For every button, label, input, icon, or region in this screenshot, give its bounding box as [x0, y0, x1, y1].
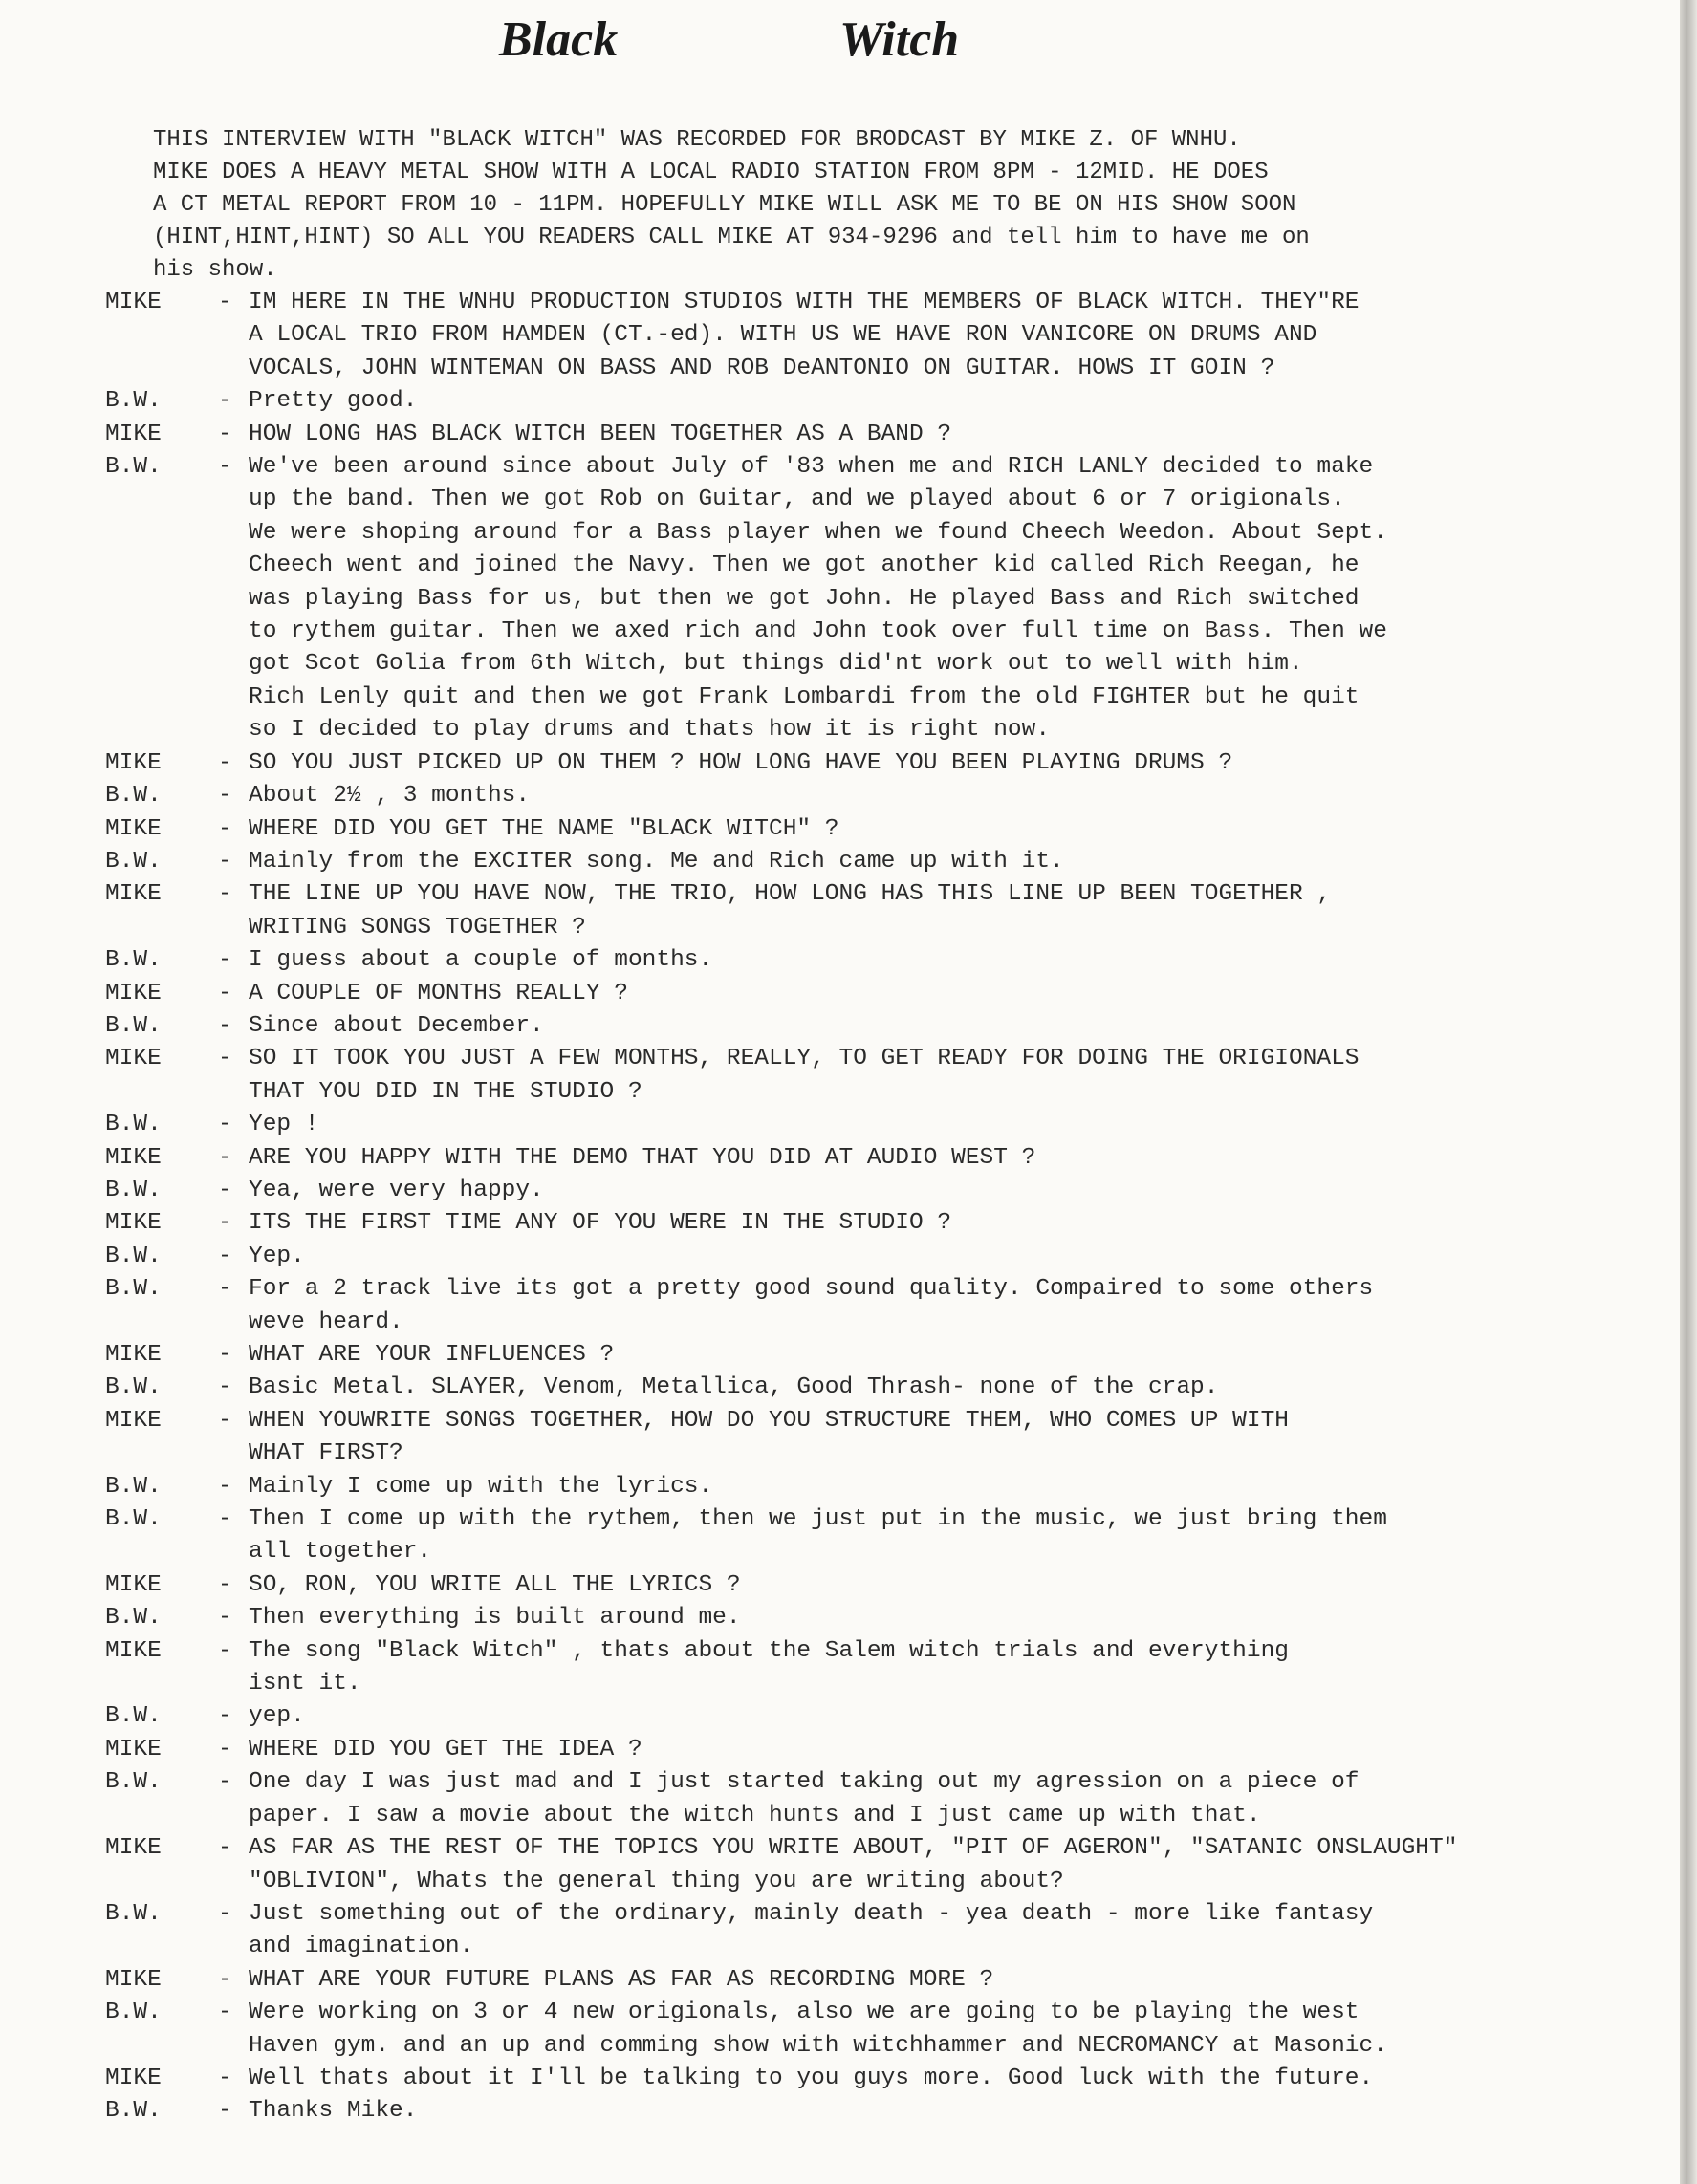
speaker-separator: - [218, 848, 232, 875]
speaker-label: B.W. [105, 1243, 162, 1269]
transcript-line [105, 287, 1597, 385]
speaker-separator: - [218, 1012, 232, 1039]
speaker-label: B.W. [105, 388, 162, 415]
speaker-label: B.W. [105, 848, 162, 875]
speaker-separator: - [218, 1276, 232, 1303]
speaker-separator: - [218, 2065, 232, 2091]
speaker-separator: - [218, 1900, 232, 1927]
speaker-label: B.W. [105, 2098, 162, 2125]
transcript-line [105, 1898, 1597, 1964]
transcript-line [105, 385, 1597, 418]
line-text: I guess about a couple of months. [249, 947, 713, 974]
transcript-line [105, 419, 1597, 451]
speaker-label: MIKE [105, 290, 162, 315]
line-text: Mainly from the EXCITER song. Me and Rich came up with it. [249, 848, 1064, 875]
speaker-label: MIKE [105, 421, 162, 447]
line-text: SO, RON, YOU WRITE ALL THE LYRICS ? [249, 1571, 741, 1598]
line-text: WHEN YOUWRITE SONGS TOGETHER, HOW DO YOU STRUCTURE THEM, WHO COMES UP WITH WHAT FIRST? [249, 1407, 1289, 1467]
speaker-label: MIKE [105, 1046, 162, 1072]
transcript-line [105, 846, 1597, 878]
speaker-label: MIKE [105, 2065, 162, 2091]
line-text: Yea, were very happy. [249, 1177, 544, 1203]
speaker-label: B.W. [105, 1703, 162, 1730]
speaker-separator: - [218, 1736, 232, 1762]
speaker-label: B.W. [105, 947, 162, 974]
interview-transcript [105, 287, 1597, 2129]
line-text: About 2½ , 3 months. [249, 783, 531, 810]
speaker-separator: - [218, 1243, 232, 1269]
speaker-separator: - [218, 290, 232, 315]
line-text: Then everything is built around me. [249, 1605, 741, 1632]
speaker-separator: - [218, 1605, 232, 1632]
speaker-label: MIKE [105, 749, 162, 776]
transcript-line [105, 2095, 1597, 2128]
transcript-line [105, 878, 1597, 944]
transcript-line [105, 1142, 1597, 1175]
speaker-label: B.W. [105, 1506, 162, 1533]
line-text: Pretty good. [249, 388, 418, 415]
line-text: WHERE DID YOU GET THE NAME "BLACK WITCH" ? [249, 815, 839, 842]
speaker-label: B.W. [105, 1900, 162, 1927]
transcript-line [105, 978, 1597, 1010]
speaker-separator: - [218, 2098, 232, 2125]
speaker-separator: - [218, 1637, 232, 1664]
speaker-separator: - [218, 749, 232, 776]
line-text: AS FAR AS THE REST OF THE TOPICS YOU WRITE ABOUT, "PIT OF AGERON", "SATANIC ONSLAUGHT" "OBLIVION", Whats the general thing you are writing about? [249, 1835, 1458, 1894]
transcript-line [105, 1010, 1597, 1043]
transcript-line [105, 1109, 1597, 1141]
transcript-line [105, 1569, 1597, 1602]
line-text: Since about December. [249, 1012, 544, 1039]
speaker-label: MIKE [105, 1966, 162, 1993]
line-text: We've been around since about July of '83 when me and RICH LANLY decided to make up the band. Then we got Rob on Guitar, and we played about 6 or 7 origionals. We were shoping around for a Bass player when we found Cheech Weedon. About Sept. Cheech went and joined the Navy. Then we got another kid called Rich Reegan, he was playing Bass for us, but then we got John. He played Bass and Rich switched to rythem guitar. Then we axed rich and John took over full time on Bass. Then we got Scot Golia from 6th Witch, but things did'nt work out to well with him. Rich Lenly quit and then we got Frank Lombardi from the old FIGHTER but he quit so I decided to play drums and thats how it is right now. [249, 454, 1387, 744]
transcript-line [105, 1339, 1597, 1372]
speaker-separator: - [218, 2000, 232, 2026]
speaker-label: B.W. [105, 1605, 162, 1632]
speaker-separator: - [218, 947, 232, 974]
line-text: The song "Black Witch" , thats about the Salem witch trials and everything isnt it. [249, 1637, 1289, 1697]
transcript-line [105, 1207, 1597, 1240]
line-text: One day I was just mad and I just started taking out my agression on a piece of paper. I saw a movie about the witch hunts and I just came up with that. [249, 1769, 1360, 1828]
speaker-label: B.W. [105, 783, 162, 810]
transcript-line [105, 1503, 1597, 1569]
transcript-line [105, 1405, 1597, 1471]
transcript-line [105, 1241, 1597, 1273]
speaker-separator: - [218, 1506, 232, 1533]
line-text: Were working on 3 or 4 new origionals, also we are going to be playing the west Haven gym. and an up and comming show with witchhammer and NECROMANCY at Masonic. [249, 2000, 1387, 2059]
transcript-line [105, 1602, 1597, 1634]
transcript-line [105, 1832, 1597, 1898]
transcript-line [105, 1043, 1597, 1109]
page-title [0, 8, 1697, 75]
transcript-line [105, 1997, 1597, 2063]
speaker-separator: - [218, 421, 232, 447]
speaker-separator: - [218, 1342, 232, 1368]
line-text: yep. [249, 1703, 305, 1730]
speaker-separator: - [218, 1144, 232, 1171]
speaker-separator: - [218, 1210, 232, 1237]
title-word-black: Black [499, 12, 619, 67]
transcript-line [105, 1766, 1597, 1832]
speaker-label: B.W. [105, 1012, 162, 1039]
speaker-separator: - [218, 1046, 232, 1072]
line-text: Yep. [249, 1243, 305, 1269]
speaker-label: B.W. [105, 1112, 162, 1138]
speaker-separator: - [218, 388, 232, 415]
speaker-label: B.W. [105, 1769, 162, 1796]
title-word-witch: Witch [839, 12, 960, 67]
transcript-line [105, 1635, 1597, 1701]
transcript-line [105, 451, 1597, 747]
line-text: WHAT ARE YOUR FUTURE PLANS AS FAR AS RECORDING MORE ? [249, 1966, 994, 1993]
line-text: Mainly I come up with the lyrics. [249, 1473, 713, 1500]
speaker-label: MIKE [105, 1210, 162, 1237]
line-text: Then I come up with the rythem, then we just put in the music, we just bring them all together. [249, 1506, 1387, 1566]
line-text: IM HERE IN THE WNHU PRODUCTION STUDIOS WITH THE MEMBERS OF BLACK WITCH. THEY"RE A LOCAL TRIO FROM HAMDEN (CT.-ed). WITH US WE HAVE RON VANICORE ON DRUMS AND VOCALS, JOHN WINTEMAN ON BASS AND ROB DeANTONIO ON GUITAR. HOWS IT GOIN ? [249, 290, 1360, 381]
speaker-label: MIKE [105, 1637, 162, 1664]
speaker-label: MIKE [105, 1342, 162, 1368]
transcript-line [105, 1700, 1597, 1733]
transcript-line [105, 780, 1597, 812]
speaker-label: B.W. [105, 2000, 162, 2026]
speaker-separator: - [218, 1177, 232, 1203]
line-text: SO YOU JUST PICKED UP ON THEM ? HOW LONG HAVE YOU BEEN PLAYING DRUMS ? [249, 749, 1233, 776]
page-edge [1680, 0, 1697, 2184]
speaker-label: MIKE [105, 881, 162, 908]
transcript-line [105, 1175, 1597, 1207]
transcript-line [105, 747, 1597, 780]
speaker-separator: - [218, 1407, 232, 1434]
transcript-line [105, 944, 1597, 977]
speaker-label: MIKE [105, 1144, 162, 1171]
speaker-separator: - [218, 815, 232, 842]
speaker-label: MIKE [105, 1571, 162, 1598]
transcript-line [105, 1964, 1597, 1997]
speaker-label: MIKE [105, 1835, 162, 1862]
speaker-label: B.W. [105, 1276, 162, 1303]
line-text: A COUPLE OF MONTHS REALLY ? [249, 980, 628, 1006]
line-text: Thanks Mike. [249, 2098, 418, 2125]
speaker-separator: - [218, 1571, 232, 1598]
speaker-label: MIKE [105, 815, 162, 842]
speaker-separator: - [218, 881, 232, 908]
transcript-line [105, 1734, 1597, 1766]
line-text: HOW LONG HAS BLACK WITCH BEEN TOGETHER AS A BAND ? [249, 421, 952, 447]
line-text: Well thats about it I'll be talking to you guys more. Good luck with the future. [249, 2065, 1374, 2091]
line-text: ITS THE FIRST TIME ANY OF YOU WERE IN THE STUDIO ? [249, 1210, 952, 1237]
line-text: ARE YOU HAPPY WITH THE DEMO THAT YOU DID AT AUDIO WEST ? [249, 1144, 1036, 1171]
line-text: Just something out of the ordinary, mainly death - yea death - more like fantasy and imagination. [249, 1900, 1374, 1960]
speaker-label: MIKE [105, 1736, 162, 1762]
speaker-separator: - [218, 783, 232, 810]
speaker-label: B.W. [105, 1177, 162, 1203]
speaker-separator: - [218, 1703, 232, 1730]
line-text: THE LINE UP YOU HAVE NOW, THE TRIO, HOW LONG HAS THIS LINE UP BEEN TOGETHER , WRITING SONGS TOGETHER ? [249, 881, 1332, 941]
line-text: Basic Metal. SLAYER, Venom, Metallica, Good Thrash- none of the crap. [249, 1374, 1219, 1401]
speaker-label: B.W. [105, 1374, 162, 1401]
speaker-separator: - [218, 1966, 232, 1993]
speaker-separator: - [218, 1112, 232, 1138]
transcript-line [105, 2063, 1597, 2095]
transcript-line [105, 1471, 1597, 1503]
speaker-label: MIKE [105, 1407, 162, 1434]
speaker-separator: - [218, 454, 232, 481]
speaker-separator: - [218, 1473, 232, 1500]
speaker-label: MIKE [105, 980, 162, 1006]
transcript-line [105, 1273, 1597, 1339]
line-text: Yep ! [249, 1112, 319, 1138]
speaker-label: B.W. [105, 454, 162, 481]
line-text: SO IT TOOK YOU JUST A FEW MONTHS, REALLY, TO GET READY FOR DOING THE ORIGIONALS THAT YOU DID IN THE STUDIO ? [249, 1046, 1360, 1105]
transcript-line [105, 813, 1597, 846]
speaker-label: B.W. [105, 1473, 162, 1500]
speaker-separator: - [218, 1835, 232, 1862]
speaker-separator: - [218, 1769, 232, 1796]
line-text: WHAT ARE YOUR INFLUENCES ? [249, 1342, 615, 1368]
speaker-separator: - [218, 1374, 232, 1401]
speaker-separator: - [218, 980, 232, 1006]
transcript-line [105, 1372, 1597, 1404]
line-text: For a 2 track live its got a pretty good sound quality. Compaired to some others weve heard. [249, 1276, 1374, 1335]
line-text: WHERE DID YOU GET THE IDEA ? [249, 1736, 642, 1762]
intro-paragraph: THIS INTERVIEW WITH "BLACK WITCH" WAS RECORDED FOR BRODCAST BY MIKE Z. OF WNHU. MIKE DOES A HEAVY METAL SHOW WITH A LOCAL RADIO STATION FROM 8PM - 12MID. HE DOES A CT METAL REPORT FROM 10 - 11PM. HOPEFULLY MIKE WILL ASK ME TO BE ON HIS SHOW SOON (HINT,HINT,HINT) SO ALL YOU READERS CALL MIKE AT 934-9296 and tell him to have me on his show. [153, 127, 1310, 283]
